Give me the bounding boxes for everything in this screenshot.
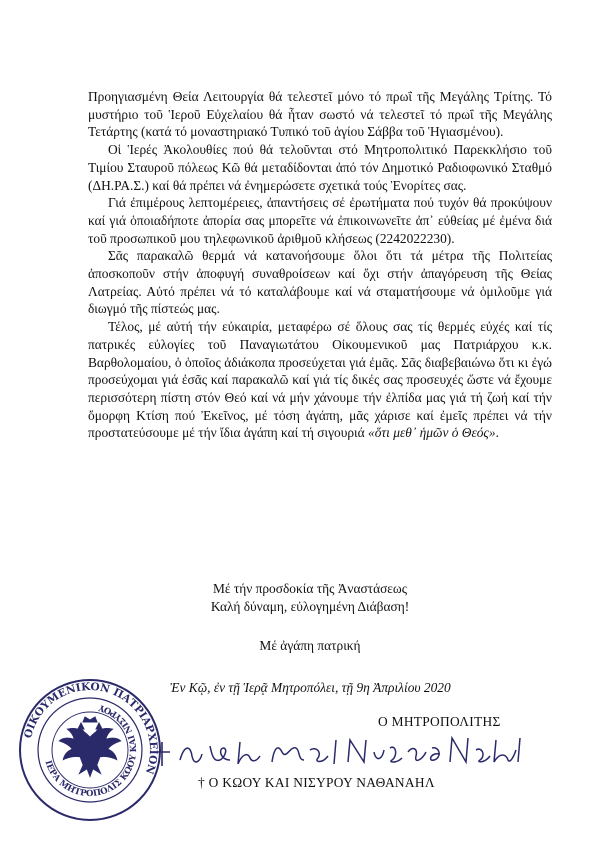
paragraph-text: Σᾶς παρακαλῶ θερμά νά κατανοήσουμε ὅλοι ὅτι τά μέτρα τῆς Πολιτείας ἀποσκοποῦν στήν ἀποφυγή συναθροίσεων καί ὄχι στήν ἀπαγόρευση τῆς Θείας Λατρείας. Αὐτό πρέπει νά τό καταλάβουμε καί νά σταματήσουμε νά ὁμιλοῦμε γιά διωγμό τῆς πίστεώς μας. [88,248,552,317]
closing-affection: Μέ ἀγάπη πατρική [259,638,361,653]
double-headed-eagle-icon [59,717,121,777]
signatory-name: † Ο ΚΩΟΥ ΚΑΙ ΝΙΣΥΡΟΥ ΝΑΘΑΝΑΗΛ [198,775,435,790]
paragraph-text: Τέλος, μέ αὐτή τήν εὐκαιρία, μεταφέρω σέ ὅλους σας τίς θερμές εὐχές καί τίς πατρικές εὐλογίες τοῦ Παναγιωτάτου Οἰκουμενικοῦ μας Πατριάρχου κ.κ. Βαρθολομαίου, ὁ ὁποῖος ἀδιάκοπα προσεύχεται γιά ἐμᾶς. Σᾶς διαβεβαιώνω ὅτι κι ἐγώ προσεύχομαι γιά ἐσᾶς καί παρακαλῶ καί γιά τίς δικές σας προσευχές ὥστε νά ἔχουμε περισσότερη πίστη στόν Θεό καί νά μήν χάνουμε τήν ἐλπίδα μας γιά τή ζωή καί τήν ὄμορφη Κτίση πού Ἐκεῖνος, μέ τόση ἀγάπη, μᾶς χάρισε καί ἐμεῖς πρέπει νά τήν προστατεύσουμε μέ τήν ἴδια ἀγάπη καί τή σιγουριά [88,319,552,441]
paragraph [88,318,552,442]
handwritten-signature [150,726,530,776]
paragraph [88,141,552,194]
paragraph-text: Οἱ Ἱερές Ἀκολουθίες πού θά τελοῦνται στό Μητροπολιτικό Παρεκκλήσιο τοῦ Τιμίου Σταυροῦ πόλεως Κῶ θά μεταδίδονται ἀπό τόν Δημοτικό Ραδιοφωνικό Σταθμό (ΔΗ.ΡΑ.Σ.) καί θά πρέπει νά ἐνημερώσετε σχετικά τούς Ἐνορίτες σας. [88,142,552,193]
italic-quote: «ὅτι μεθ᾽ ἡμῶν ὁ Θεός» [368,425,496,441]
closing-line-1: Μέ τήν προσδοκία τῆς Ἀναστάσεως [212,581,408,596]
metropolis-seal [17,677,163,823]
paragraph [88,88,552,141]
closing-block [120,580,500,616]
paragraph-text: . [495,425,499,441]
paragraph [88,194,552,247]
paragraph [88,247,552,318]
seal-outer-text: ΟΙΚΟΥΜΕΝΙΚΟΝ ΠΑΤΡΙΑΡΧΕΙΟΝ [22,680,160,776]
paragraph-text: Προηγιασμένη Θεία Λειτουργία θά τελεστεῖ μόνο τό πρωΐ τῆς Μεγάλης Τρίτης. Τό μυστήριο τοῦ Ἱεροῦ Εὐχελαίου θά ἦταν σωστό νά τελεστεῖ τό πρωΐ τῆς Μεγάλης Τετάρτης (κατά τό μοναστηριακό Τυπικό τοῦ ἁγίου Σάββα τοῦ Ἡγιασμένου). [88,89,552,140]
signatory-title: Ο ΜΗΤΡΟΠΟΛΙΤΗΣ [378,714,501,729]
letter-body [88,88,552,442]
paragraph-text: Γιά ἐπιμέρους λεπτομέρειες, ἀπαντήσεις σέ ἐρωτήματα πού τυχόν θά προκύψουν καί γιά ὁποιαδήποτε ἀπορία σας μπορεῖτε νά ἐπικοινωνεῖτε ἀπ᾽ εὐθείας μέ ἐμένα διά τοῦ προσωπικοῦ μου τηλεφωνικοῦ ἀριθμοῦ κλήσεως (2242022230). [88,195,552,246]
date-line: Ἐν Κῷ, ἐν τῇ Ἱερᾷ Μητροπόλει, τῇ 9η Ἀπριλίου 2020 [170,680,451,695]
seal-inner-text: ΙΕΡΑ ΜΗΤΡΟΠΟΛΙΣ ΚΩΟΥ ΚΑΙ ΝΙΣΥΡΟΥ [42,702,140,800]
closing-line-2: Καλή δύναμη, εὐλογημένη Διάβαση! [210,599,410,614]
